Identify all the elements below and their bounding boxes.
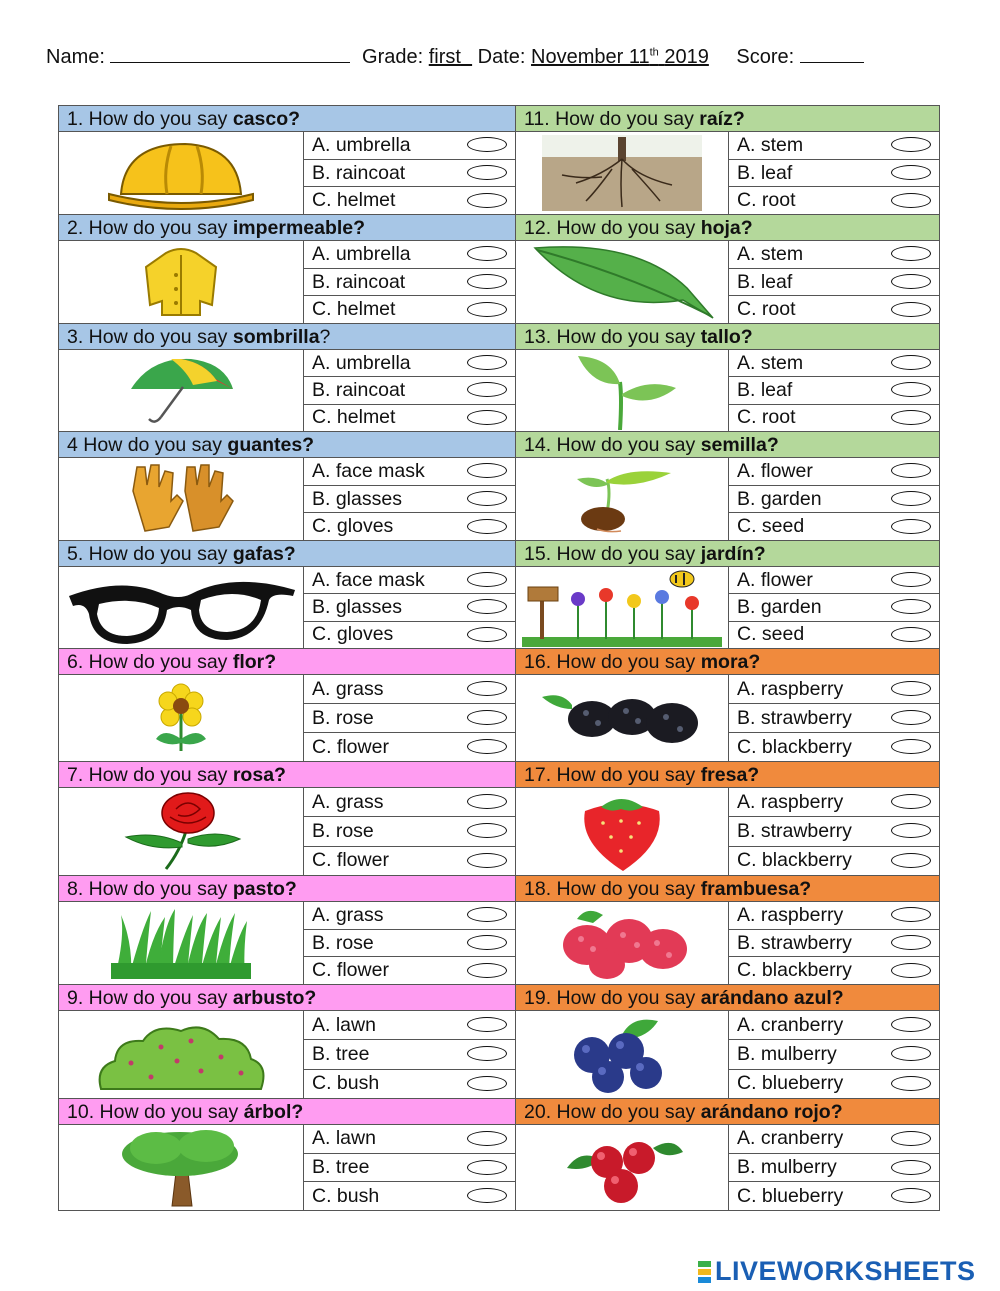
left-question-column	[58, 105, 516, 1211]
seed-image	[516, 458, 729, 540]
question-10: 10. How do you say árbol? A. lawn B. tree C. bush	[59, 1099, 515, 1211]
option-c: C. helmet	[304, 405, 515, 431]
name-label: Name:	[46, 46, 105, 68]
option-a: A. face mask	[304, 458, 515, 486]
option-c: C. flower	[304, 733, 515, 761]
score-blank	[800, 44, 864, 63]
option-a: A. lawn	[304, 1125, 515, 1154]
option-b: B. rose	[304, 817, 515, 846]
answer-oval[interactable]	[467, 193, 507, 208]
option-c: C. root	[729, 187, 939, 214]
rose-image	[59, 788, 304, 875]
tree-image	[59, 1125, 304, 1210]
option-c: C. bush	[304, 1182, 515, 1210]
answer-oval[interactable]	[467, 907, 507, 922]
question-1: 1. How do you say casco? A. umbrella B. raincoat C. helmet	[59, 106, 515, 215]
answer-oval[interactable]	[467, 935, 507, 950]
answer-oval[interactable]	[891, 302, 931, 317]
option-a: A. flower	[729, 458, 939, 486]
option-a: A. grass	[304, 902, 515, 930]
answer-oval[interactable]	[891, 1076, 931, 1091]
option-b: B. tree	[304, 1040, 515, 1069]
option-c: C. seed	[729, 513, 939, 540]
raspberry-image	[516, 902, 729, 984]
option-b: B. mulberry	[729, 1154, 939, 1183]
answer-oval[interactable]	[891, 935, 931, 950]
answer-oval[interactable]	[891, 853, 931, 868]
date-value: November 11th 2019	[531, 46, 709, 68]
root-image	[516, 132, 729, 214]
question-13: 13. How do you say tallo? A. stem B. leaf C. root	[516, 324, 939, 432]
answer-oval[interactable]	[467, 491, 507, 506]
option-b: B. rose	[304, 704, 515, 733]
option-b: B. tree	[304, 1154, 515, 1183]
answer-oval[interactable]	[467, 794, 507, 809]
answer-oval[interactable]	[891, 274, 931, 289]
option-a: A. stem	[729, 350, 939, 377]
option-a: A. raspberry	[729, 675, 939, 704]
grass-image	[59, 902, 304, 984]
option-b: B. garden	[729, 594, 939, 621]
option-c: C. blueberry	[729, 1182, 939, 1210]
answer-oval[interactable]	[891, 823, 931, 838]
option-c: C. blackberry	[729, 733, 939, 761]
question-20: 20. How do you say arándano rojo? A. cranberry B. mulberry C. blueberry	[516, 1099, 939, 1211]
option-b: B. rose	[304, 930, 515, 958]
answer-oval[interactable]	[467, 1131, 507, 1146]
answer-oval[interactable]	[467, 246, 507, 261]
worksheet-header	[46, 44, 864, 69]
question-9: 9. How do you say arbusto? A. lawn B. tree C. bush	[59, 985, 515, 1099]
answer-oval[interactable]	[467, 599, 507, 614]
answer-oval[interactable]	[891, 1017, 931, 1032]
option-c: C. bush	[304, 1070, 515, 1098]
option-c: C. flower	[304, 957, 515, 984]
option-b: B. leaf	[729, 160, 939, 188]
umbrella-image	[59, 350, 304, 431]
answer-oval[interactable]	[467, 274, 507, 289]
option-a: A. umbrella	[304, 350, 515, 377]
answer-oval[interactable]	[467, 1076, 507, 1091]
name-blank	[110, 44, 350, 63]
answer-oval[interactable]	[891, 1131, 931, 1146]
answer-oval[interactable]	[891, 519, 931, 534]
liveworksheets-logo	[698, 1256, 976, 1287]
option-b: B. leaf	[729, 377, 939, 404]
answer-oval[interactable]	[467, 739, 507, 754]
option-b: B. raincoat	[304, 269, 515, 297]
grade-value: first	[428, 46, 461, 68]
right-question-column	[515, 105, 940, 1211]
question-8: 8. How do you say pasto? A. grass B. rose C. flower	[59, 876, 515, 985]
logo-icon	[698, 1260, 711, 1284]
answer-oval[interactable]	[891, 710, 931, 725]
answer-oval[interactable]	[891, 907, 931, 922]
date-label: Date:	[477, 46, 526, 68]
answer-oval[interactable]	[891, 794, 931, 809]
option-a: A. umbrella	[304, 241, 515, 269]
option-b: B. glasses	[304, 594, 515, 621]
option-c: C. gloves	[304, 513, 515, 540]
option-a: A. grass	[304, 788, 515, 817]
option-b: B. garden	[729, 486, 939, 514]
option-c: C. root	[729, 405, 939, 431]
question-18: 18. How do you say frambuesa? A. raspberry B. strawberry C. blackberry	[516, 876, 939, 985]
garden-image	[516, 567, 729, 648]
option-a: A. raspberry	[729, 788, 939, 817]
answer-oval[interactable]	[891, 193, 931, 208]
answer-oval[interactable]	[891, 1160, 931, 1175]
option-c: C. flower	[304, 847, 515, 875]
leaf-image	[516, 241, 729, 323]
question-3: 3. How do you say sombrilla? A. umbrella B. raincoat C. helmet	[59, 324, 515, 432]
option-b: B. mulberry	[729, 1040, 939, 1069]
question-19: 19. How do you say arándano azul? A. cranberry B. mulberry C. blueberry	[516, 985, 939, 1099]
option-b: B. strawberry	[729, 817, 939, 846]
question-15: 15. How do you say jardín? A. flower B. garden C. seed	[516, 541, 939, 649]
question-5: 5. How do you say gafas? A. face mask B. glasses C. gloves	[59, 541, 515, 649]
option-b: B. raincoat	[304, 160, 515, 188]
answer-oval[interactable]	[891, 681, 931, 696]
answer-oval[interactable]	[467, 1046, 507, 1061]
answer-oval[interactable]	[467, 519, 507, 534]
answer-oval[interactable]	[891, 1046, 931, 1061]
answer-oval[interactable]	[891, 739, 931, 754]
answer-oval[interactable]	[891, 165, 931, 180]
option-a: A. umbrella	[304, 132, 515, 160]
answer-oval[interactable]	[891, 382, 931, 397]
question-2: 2. How do you say impermeable? A. umbrella B. raincoat C. helmet	[59, 215, 515, 324]
answer-oval[interactable]	[891, 1188, 931, 1203]
question-11: 11. How do you say raíz? A. stem B. leaf C. root	[516, 106, 939, 215]
answer-oval[interactable]	[467, 1188, 507, 1203]
option-c: C. blackberry	[729, 957, 939, 984]
gloves-image	[59, 458, 304, 540]
option-c: C. helmet	[304, 296, 515, 323]
option-b: B. leaf	[729, 269, 939, 297]
answer-oval[interactable]	[891, 355, 931, 370]
answer-oval[interactable]	[891, 572, 931, 587]
score-label: Score:	[736, 46, 795, 68]
answer-oval[interactable]	[467, 853, 507, 868]
option-a: A. face mask	[304, 567, 515, 594]
question-6: 6. How do you say flor? A. grass B. rose C. flower	[59, 649, 515, 762]
helmet-image	[59, 132, 304, 214]
answer-oval[interactable]	[467, 627, 507, 642]
option-a: A. stem	[729, 132, 939, 160]
question-12: 12. How do you say hoja? A. stem B. leaf C. root	[516, 215, 939, 324]
answer-oval[interactable]	[467, 572, 507, 587]
option-c: C. seed	[729, 622, 939, 648]
option-a: A. lawn	[304, 1011, 515, 1040]
option-b: B. strawberry	[729, 930, 939, 958]
question-4: 4 How do you say guantes? A. face mask B. glasses C. gloves	[59, 432, 515, 541]
answer-oval[interactable]	[467, 165, 507, 180]
option-a: A. cranberry	[729, 1011, 939, 1040]
answer-oval[interactable]	[467, 137, 507, 152]
answer-oval[interactable]	[891, 463, 931, 478]
question-16: 16. How do you say mora? A. raspberry B. strawberry C. blackberry	[516, 649, 939, 762]
option-c: C. helmet	[304, 187, 515, 214]
answer-oval[interactable]	[467, 823, 507, 838]
option-a: A. stem	[729, 241, 939, 269]
answer-oval[interactable]	[891, 246, 931, 261]
strawberry-image	[516, 788, 729, 875]
option-a: A. grass	[304, 675, 515, 704]
answer-oval[interactable]	[891, 599, 931, 614]
option-a: A. cranberry	[729, 1125, 939, 1154]
answer-oval[interactable]	[467, 681, 507, 696]
option-b: B. raincoat	[304, 377, 515, 404]
question-17: 17. How do you say fresa? A. raspberry B. strawberry C. blackberry	[516, 762, 939, 876]
answer-oval[interactable]	[467, 1160, 507, 1175]
glasses-image	[59, 567, 304, 648]
cranberry-image	[516, 1125, 729, 1210]
answer-oval[interactable]	[467, 710, 507, 725]
raincoat-image	[59, 241, 304, 323]
option-c: C. root	[729, 296, 939, 323]
bush-image	[59, 1011, 304, 1098]
answer-oval[interactable]	[891, 410, 931, 425]
grade-label: Grade:	[362, 46, 424, 68]
question-14: 14. How do you say semilla? A. flower B. garden C. seed	[516, 432, 939, 541]
blackberry-image	[516, 675, 729, 761]
answer-oval[interactable]	[891, 627, 931, 642]
answer-oval[interactable]	[467, 355, 507, 370]
answer-oval[interactable]	[891, 491, 931, 506]
option-c: C. blueberry	[729, 1070, 939, 1098]
flower-image	[59, 675, 304, 761]
stem-image	[516, 350, 729, 431]
answer-oval[interactable]	[467, 410, 507, 425]
question-7: 7. How do you say rosa? A. grass B. rose C. flower	[59, 762, 515, 876]
option-c: C. blackberry	[729, 847, 939, 875]
option-c: C. gloves	[304, 622, 515, 648]
option-b: B. strawberry	[729, 704, 939, 733]
brand-name: LIVEWORKSHEETS	[715, 1256, 976, 1286]
answer-oval[interactable]	[467, 963, 507, 978]
answer-oval[interactable]	[467, 302, 507, 317]
blueberry-image	[516, 1011, 729, 1098]
answer-oval[interactable]	[467, 1017, 507, 1032]
answer-oval[interactable]	[891, 137, 931, 152]
option-b: B. glasses	[304, 486, 515, 514]
option-a: A. raspberry	[729, 902, 939, 930]
answer-oval[interactable]	[467, 463, 507, 478]
answer-oval[interactable]	[891, 963, 931, 978]
option-a: A. flower	[729, 567, 939, 594]
answer-oval[interactable]	[467, 382, 507, 397]
